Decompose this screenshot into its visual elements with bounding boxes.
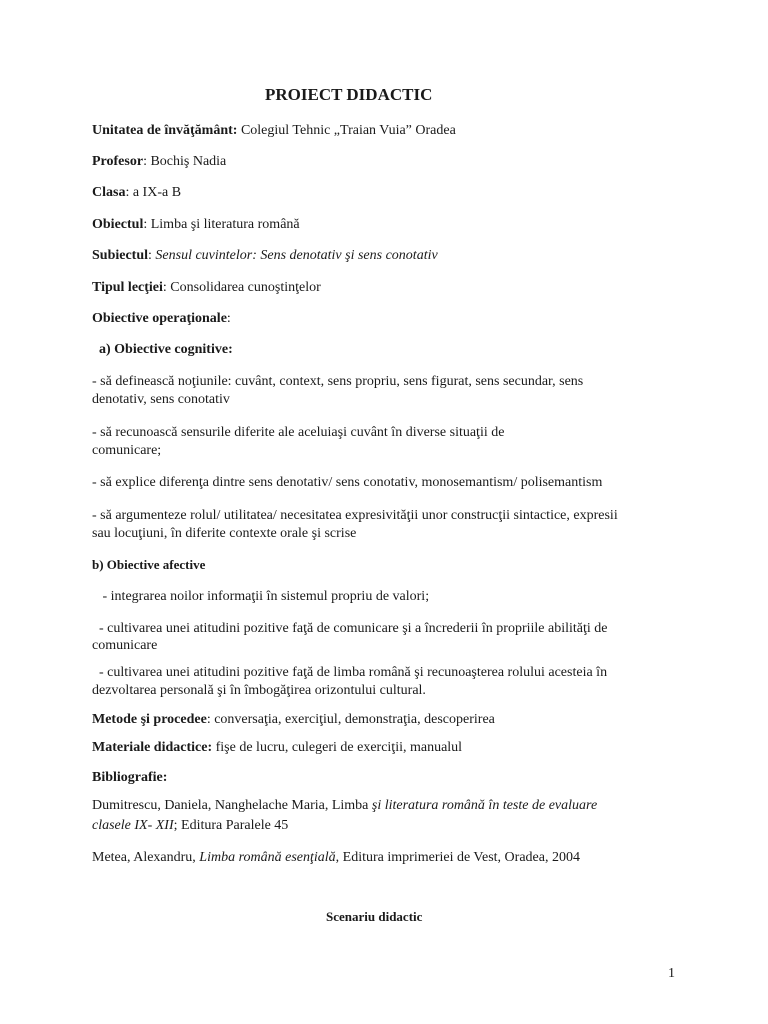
list-item: - să argumenteze rolul/ utilitatea/ necesitatea expresivităţii unor construcţii sintactice, expresii [92,508,618,523]
list-item-cont: sau locuţiuni, în diferite contexte orale şi scrise [92,526,357,541]
field-colon: : [148,248,156,263]
field-teacher [92,153,226,171]
list-item-cont: comunicare [92,638,158,653]
field-materials [92,739,462,757]
bibliography-entry: Dumitrescu, Daniela, Nanghelache Maria, Limba şi literatura română în teste de evaluare [92,798,598,813]
field-value: Sensul cuvintelor: Sens denotativ şi sens conotativ [155,248,438,263]
field-value: : Limba şi literatura română [143,217,300,232]
objectives-heading: Obiective operaţionale: [92,311,231,326]
field-label: Metode şi procedee [92,712,207,727]
field-subject [92,216,300,234]
field-label: Unitatea de învăţământ: [92,123,238,138]
field-label: Tipul lecţiei [92,280,163,295]
bibliography-heading: Bibliografie: [92,770,168,785]
page-number: 1 [668,966,675,981]
field-label: Obiectul [92,217,144,232]
affective-heading: b) Obiective afective [92,557,206,572]
field-value: : a IX-a B [125,185,182,200]
field-value: : conversaţia, exerciţiul, demonstraţia, descoperirea [206,712,495,727]
list-item: - să recunoască sensurile diferite ale aceluiaşi cuvânt în diverse situaţii de [92,425,505,440]
field-class [92,184,181,202]
field-lesson-type [92,279,321,297]
list-item: - cultivarea unei atitudini pozitive faţă de limba română şi recunoaşterea rolului acesteia în [92,665,608,680]
list-item-cont: denotativ, sens conotativ [92,392,230,407]
field-value: : Consolidarea cunoştinţelor [162,280,321,295]
scenario-heading: Scenariu didactic [326,909,423,924]
field-label: Profesor [92,154,144,169]
list-item: - să explice diferenţa dintre sens denotativ/ sens conotativ, monosemantism/ polisemantism [92,475,603,490]
field-value: Colegiul Tehnic „Traian Vuia” Oradea [237,123,456,138]
list-item-cont: comunicare; [92,443,162,458]
list-item: - integrarea noilor informaţii în sistemul propriu de valori; [92,589,430,604]
list-item-cont: dezvoltarea personală şi în îmbogăţirea orizontului cultural. [92,683,426,698]
field-topic [92,247,438,265]
field-school [92,122,456,140]
field-label: Subiectul [92,248,149,263]
bibliography-entry: Metea, Alexandru, Limba română esenţială, Editura imprimeriei de Vest, Oradea, 2004 [92,850,580,865]
field-label: Materiale didactice: [92,740,213,755]
field-value: : Bochiş Nadia [143,154,227,169]
field-methods [92,711,495,729]
bibliography-entry-cont: clasele IX- XII; Editura Paralele 45 [92,818,289,833]
list-item: - să definească noţiunile: cuvânt, context, sens propriu, sens figurat, sens secundar, sens [92,374,584,389]
list-item: - cultivarea unei atitudini pozitive faţă de comunicare şi a încrederii în propriile abilităţi de [92,621,608,636]
page-title: PROIECT DIDACTIC [265,85,433,104]
cognitive-heading: a) Obiective cognitive: [99,342,233,357]
field-value: fişe de lucru, culegeri de exerciţii, manualul [212,740,463,755]
field-label: Clasa [92,185,126,200]
